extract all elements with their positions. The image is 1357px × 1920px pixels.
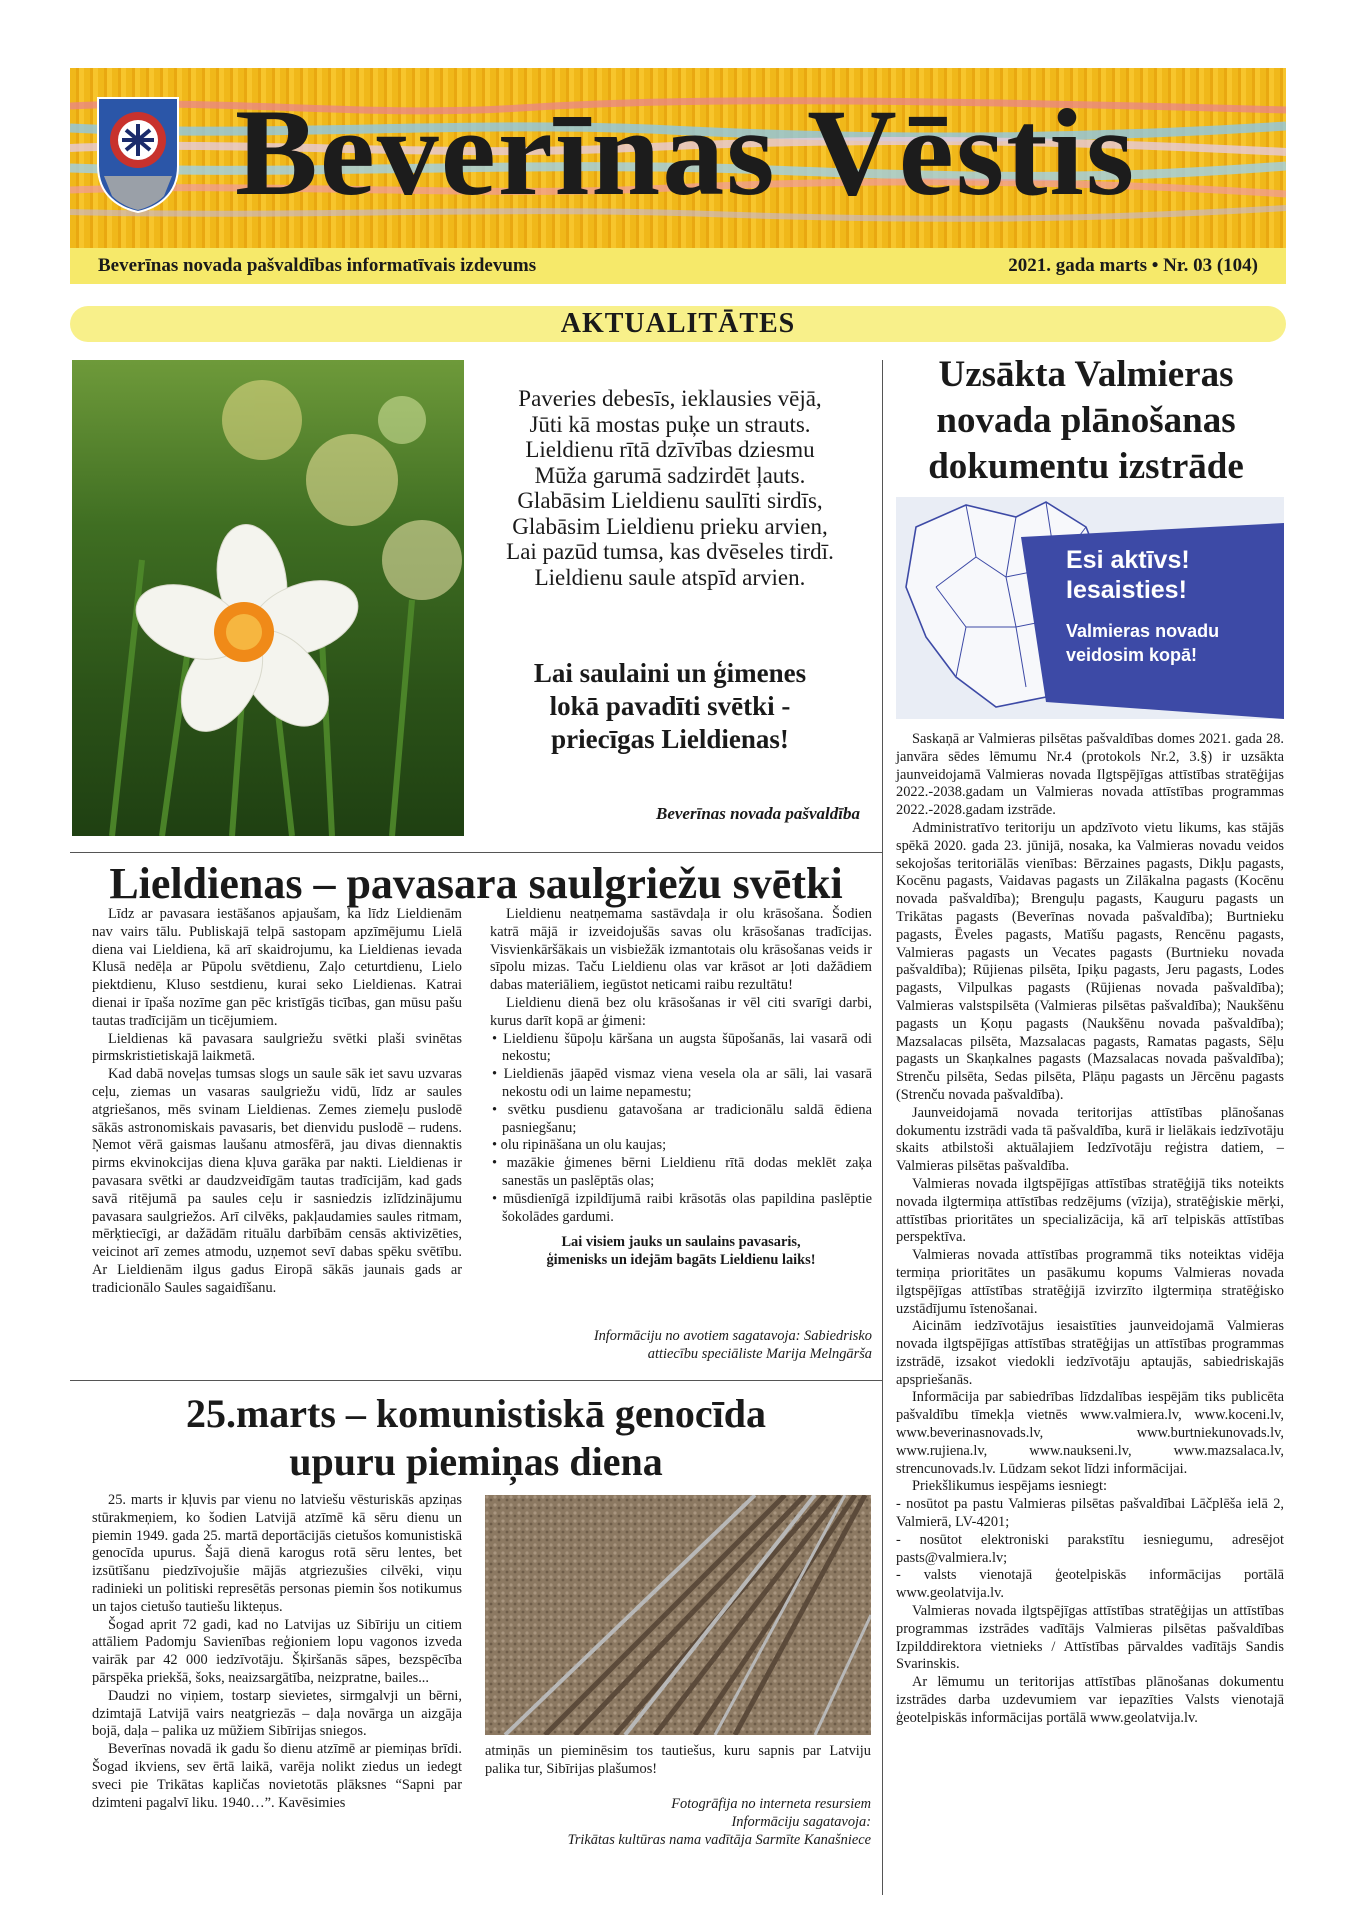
genocide-article-col2	[485, 1743, 871, 1779]
credit-line: Informāciju sagatavoja:	[731, 1813, 871, 1830]
list-item: • Lieldienās jāapēd vismaz viena vesela ola ar sāli, lai vasarā nekostu odi un laime nepamestu;	[492, 1066, 872, 1100]
valmiera-map-banner	[896, 497, 1284, 719]
publication-subtitle: Beverīnas novada pašvaldības informatīvais izdevums	[98, 255, 537, 276]
list-item: • Lieldienu šūpoļu kāršana un augsta šūpošanās, lai vasarā odi nekostu;	[492, 1030, 872, 1065]
easter-traditions-list	[490, 1031, 872, 1227]
paragraph: Administratīvo teritoriju un apdzīvoto vietu likums, kas stājās spēkā 2020. gada 23. jūnijā, nosaka, ka Valmieras novadu veidos sekojošas teritoriālās vienības: Bērzaines pagasts, Dikļu pagasts, Kocēnu pagasts, Vaidavas pagasts un Zilākalna pagasts (Kocēnu novada pašvaldība); Brenguļu pagasts, Kauguru pagasts un Trikātas pagasts (Beverīnas novada pašvaldība); Burtnieku pagasts, Ēveles pagasts, Matīšu pagasts, Rencēnu pagasts, Valmieras pagasts un Vecates pagasts (Burtnieku novada pašvaldība); Rūjienas pilsēta, Ipiķu pagasts, Jeru pagasts, Lodes pagasts, Vilpulkas pagasts (Rūjienas novada pašvaldība); Valmieras valstspilsēta (Valmieras pilsētas pašvaldība); Naukšēnu pagasts un Ķoņu pagasts (Naukšēnu novada pašvaldība); Mazsalacas pilsēta, Mazsalacas pagasts, Ramatas pagasts, Sēļu pagasts un Skaņkalnes pagasts (Mazsalacas novada pašvaldība); Strenču pilsēta, Sedas pilsēta, Plāņu pagasts un Jērcēnu pagasts (Strenču novada pašvaldība).	[896, 819, 1284, 1103]
paragraph: Valmieras novada ilgtspējīgas attīstības stratēģijā tiks noteikts novada ilgtermiņa attīstības redzējums (vīzija), stratēģiskie mērķi, attīstības prioritātes un specializācija, kā arī telpiskās attīstības perspektīva.	[896, 1175, 1284, 1246]
easter-article-headline: Lieldienas – pavasara saulgriežu svētki	[109, 859, 843, 908]
easter-article-col2	[490, 906, 872, 1270]
list-item: • olu ripināšana un olu kaujas;	[492, 1137, 667, 1154]
list-item: • mūsdienīgā izpildījumā raibi krāsotās olas papildina paslēptie šokolādes gardumi.	[492, 1190, 872, 1225]
closing-line: Lai visiem jauks un saulains pavasaris,	[561, 1234, 801, 1251]
poem-line: Lai pazūd tumsa, kas dvēseles tirdī.	[506, 539, 834, 564]
paragraph: 25. marts ir kļuvis par vienu no latviešu vēsturiskās apziņas stūrakmeņiem, ko šodien Latvijā atzīmē kā sēru dienu un piemin 1949. gada 25. martā deportācijās cietušos komunistiskā genocīda upurus. Šajā dienā karogus rotā sēru lentes, bet izsūtīšanu piedzīvojušie mājās atgriezušies cilvēki, viņu radinieki un politiski represētās personas piemin šos notikumus un tajos cietušo tautiešu likteņus.	[92, 1492, 462, 1615]
railway-photo	[485, 1495, 871, 1735]
paragraph: Ar lēmumu un teritorijas attīstības plānošanas dokumentu izstrādes darba uzdevumiem var iepazīties Valsts vienotajā ģeotelpiskās informācijas portālā www.geolatvija.lv.	[896, 1674, 1284, 1726]
banner-line: Valmieras novadu	[1066, 621, 1220, 641]
poem-line: Glabāsim Lieldienu prieku arvien,	[512, 513, 828, 539]
coat-of-arms-icon	[96, 96, 180, 214]
paragraph: Jaunveidojamā novada teritorijas attīstības plānošanas dokumentu izstrādi vada tā pašvaldība, kurā ir lielākais iedzīvotāju skaits atbilstoši aktuālajiem Iedzīvotāju reģistra datiem, – Valmieras pilsētas pašvaldība.	[896, 1104, 1284, 1175]
poem-line: Glabāsim Lieldienu saulīti sirdīs,	[517, 488, 823, 513]
proposals-title: Priekšlikumus iespējams iesniegt:	[912, 1478, 1108, 1495]
valmiera-article-body	[896, 731, 1284, 1728]
newspaper-title: Beverīnas Vēstis	[235, 84, 1137, 221]
banner-slogan	[1066, 545, 1190, 605]
masthead-info-bar	[70, 248, 1286, 284]
paragraph: Valmieras novada attīstības programmā tiks noteiktas vidēja termiņa prioritātes un pasākumu kopums Valmieras novada ilgtspējīgas attīstības stratēģijā izvirzīto ilgtermiņa stratēģisko uzstādījumu īstenošanai.	[896, 1247, 1284, 1317]
paragraph: Līdz ar pavasara iestāšanos apjaušam, ka līdz Lieldienām nav vairs tālu. Publiskajā telpā sastopam apzīmējumu Lielā diena vai Lieldiena, kā arī skaidrojumu, ka Lieldienas ievada Klusā nedēļa ar Pūpolu svētdienu, Zaļo ceturtdienu, Lielo piektdienu, Kluso sestdienu, kurai seko Lieldienas. Katrai dienai ir īpaša nozīme gan pēc kristīgās ticības, gan mūsu pašu tautas tradīcijām un ticējumiem.	[92, 906, 462, 1029]
poem-line: Jūti kā mostas puķe un strauts.	[529, 411, 811, 437]
credit-line: attiecību speciāliste Marija Melngārša	[647, 1345, 872, 1362]
headline-line: Uzsākta Valmieras	[938, 354, 1234, 395]
greeting-signature: Beverīnas novada pašvaldība	[656, 804, 860, 823]
headline-line: dokumentu izstrāde	[928, 446, 1244, 487]
proposal-item: - nosūtot elektroniski parakstītu iesniegumu, adresējot pasts@valmiera.lv;	[896, 1531, 1284, 1566]
headline-line: novada plānošanas	[936, 400, 1236, 441]
paragraph: Aicinām iedzīvotājus iesaistīties jaunveidojamā Valmieras novada ilgtspējīgas attīstības stratēģijas un attīstības programmas izstrādē, izsakot viedokli iedzīvotāju aptaujās, sabiedriskajās apspriešanās.	[896, 1318, 1284, 1388]
poem-line: Lieldienu saule atspīd arvien.	[534, 564, 806, 590]
list-item: • mazākie ģimenes bērni Lieldienu rītā dodas meklēt zaķa sanestās un paslēptās olas;	[492, 1155, 873, 1189]
section-title: AKTUALITĀTES	[70, 306, 1286, 342]
genocide-article-col1	[92, 1492, 462, 1812]
daffodil-illustration	[72, 360, 464, 836]
paragraph: Lieldienas kā pavasara saulgriežu svētki plaši svinētas pirmskristietiskajā laikmetā.	[92, 1030, 462, 1065]
easter-closing	[490, 1234, 872, 1270]
credit-line: Informāciju no avotiem sagatavoja: Sabiedrisko	[593, 1328, 872, 1344]
list-item: • svētku pusdienu gatavošana ar tradicionālu saldā ēdiena pasniegšanu;	[492, 1101, 873, 1136]
banner-line: Esi aktīvs!	[1066, 546, 1190, 574]
proposal-item: - nosūtot pa pastu Valmieras pilsētas pašvaldībai Lāčplēša ielā 2, Valmierā, LV-4201;	[896, 1496, 1284, 1531]
headline-line: 25.marts – komunistiskā genocīda	[185, 1391, 767, 1436]
valmiera-article-headline	[886, 352, 1286, 490]
wish-line: lokā pavadīti svētki -	[549, 691, 791, 721]
railway-illustration	[485, 1495, 871, 1735]
easter-poem	[470, 386, 870, 590]
headline-line: upuru piemiņas diena	[289, 1439, 663, 1484]
poem-line: Mūža garumā sadzirdēt ļauts.	[534, 462, 806, 488]
paragraph: Beverīnas novadā ik gadu šo dienu atzīmē ar piemiņas brīdi. Šogad ikviens, sev ērtā laikā, varēja nolikt ziedus un iedegt sveci pie Trikātas kapličas novietotās plāksnes “Sapni par dzimteni pagalvī liku. 1940…”. Kavēsimies	[92, 1741, 462, 1811]
wish-line: Lai saulaini un ģimenes	[533, 658, 807, 688]
issue-date: 2021. gada marts • Nr. 03 (104)	[1008, 255, 1258, 276]
daffodil-photo	[72, 360, 464, 836]
paragraph: Saskaņā ar Valmieras pilsētas pašvaldības domes 2021. gada 28. janvāra sēdes lēmumu Nr.4 (protokols Nr.2, 3.§) ir uzsākta jaunveidojamā Valmieras novada Ilgtspējīgas attīstības stratēģijas 2022.-2038.gadam un Valmieras novada attīstības programmas 2022.-2028.gadam izstrāde.	[896, 731, 1284, 819]
websites-paragraph: Informācija par sabiedrības līdzdalības iespējām tiks publicēta pašvaldību tīmekļa vietnēs www.valmiera.lv, www.koceni.lv, www.beverinasnovads.lv, www.burtniekunovads.lv, www.rujiena.lv, www.naukseni.lv, www.mazsalaca.lv, strencunovads.lv. Lūdzam sekot līdzi informācijai.	[896, 1389, 1284, 1477]
paragraph: Lieldienu neatņemama sastāvdaļa ir olu krāsošana. Šodien katrā mājā ir izveidojušās savas olu krāsošanas tradīcijas. Visvienkāršākais un visbiežāk izmantotais olu krāsošanas veids ir sīpolu mizas. Taču Lieldienu olas var krāsot ar ļoti dažādiem dabas materiāliem, iegūstot neticami raibu rezultātu!	[490, 906, 872, 994]
genocide-article-credit	[485, 1796, 871, 1849]
banner-line: Iesaisties!	[1066, 576, 1187, 604]
banner-line: veidosim kopā!	[1066, 645, 1198, 665]
paragraph: Valmieras novada ilgtspējīgas attīstības stratēģijas un attīstības programmas izstrādes vadītājs Valmieras pilsētas pašvaldības Izpilddirektora vietnieks / Attīstības pārvaldes vadītājs Sandis Svarinskis.	[896, 1603, 1284, 1673]
wish-line: priecīgas Lieldienas!	[551, 724, 789, 754]
paragraph: Daudzi no viņiem, tostarp sievietes, sirmgalvji un bērni, dzimtajā Latvijā vairs neatgriezās – daļa novārga un aizgāja bojā, daļa – palika uz mūžiem Sibīrijas sniegos.	[92, 1687, 462, 1740]
easter-wish	[480, 657, 860, 756]
paragraph: Kad dabā noveļas tumsas slogs un saule sāk iet savu uzvaras ceļu, ziemas un vasaras saulgriežu vidū, līdz ar saules atgriešanos, mēs svinam Lieldienas. Zemes ziemeļu puslodē sākās astronomiskais pavasaris, bet dienvidu puslodē – rudens. Ņemot vērā gaismas laušanu atmosfērā, jau divas diennaktis pirms ekvinokcijas diena kļuva garāka par nakti. Lieldienas ir pavasara svētki ar daudzveidīgām tautas tradīcijām, kad gads savā ritējumā pa saules ceļu ir sasniedzis izlīdzinājumu pavasara saulgriežos. Arī cilvēks, pakļaudamies saules ritmam, mērķtiecīgi, ar dažādām rituālu darbībām censās aktivizēties, veicinot arī zemes atmodu, uzņemot sevī dabas spēku svētību. Ar Lieldienām ilgus gadus Eiropā sākās jaunais gads ar tradicionālo Saules sagaidīšanu.	[92, 1066, 462, 1296]
poem-line: Lieldienu rītā dzīvības dziesmu	[525, 437, 815, 462]
paragraph: atmiņās un pieminēsim tos tautiešus, kuru sapnis par Latviju palika tur, Sibīrijas plašumos!	[485, 1743, 871, 1777]
column-divider	[882, 360, 883, 1895]
divider	[70, 852, 882, 853]
poem-line: Paveries debesīs, ieklausies vējā,	[518, 386, 822, 411]
easter-article-credit	[490, 1328, 872, 1364]
district-map	[896, 497, 1284, 719]
credit-line: Fotogrāfija no interneta resursiem	[671, 1796, 871, 1812]
closing-line: ģimenisks un idejām bagāts Lieldienu laiks!	[546, 1252, 816, 1269]
paragraph: Šogad aprit 72 gadi, kad no Latvijas uz Sibīriju un citiem attāliem Padomju Savienības reģioniem lopu vagonos izveda vairāk par 42 000 iedzīvotāju. Šķiršanās sāpes, bezspēcība pārspēka priekšā, šoks, neaizsargātība, neizpratne, bailes...	[92, 1616, 462, 1686]
genocide-article-headline	[70, 1390, 882, 1486]
paragraph: Lieldienu dienā bez olu krāsošanas ir vēl citi svarīgi darbi, kurus darīt kopā ar ģimeni:	[490, 994, 872, 1029]
proposal-item: - valsts vienotajā ģeotelpiskās informācijas portālā www.geolatvija.lv.	[896, 1567, 1284, 1602]
masthead	[70, 68, 1286, 248]
credit-line: Trikātas kultūras nama vadītāja Sarmīte Kanašniece	[567, 1831, 871, 1848]
banner-subslogan	[1066, 619, 1219, 667]
easter-article-col1	[92, 906, 462, 1298]
divider	[70, 1380, 882, 1381]
